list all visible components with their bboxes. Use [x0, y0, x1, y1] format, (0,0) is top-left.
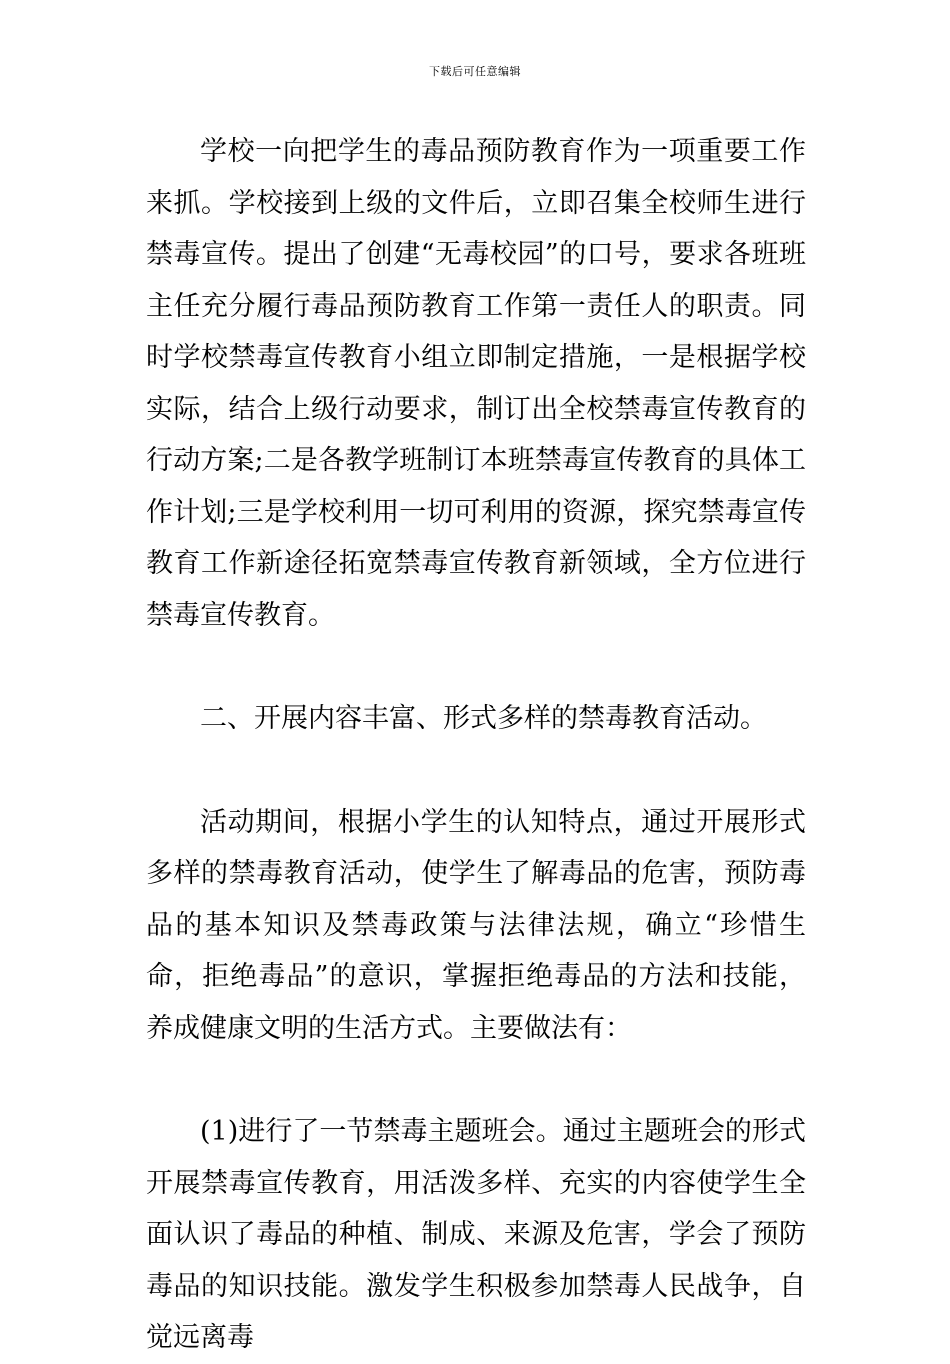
- section-heading-activities: 二、开展内容丰富、形式多样的禁毒教育活动。: [200, 703, 767, 734]
- page-header-note: 下载后可任意编辑: [429, 65, 521, 78]
- paragraph-school-prevention: 学校一向把学生的毒品预防教育作为一项重要工作来抓。学校接到上级的文件后，立即召集全校师生进行禁毒宣传。提出了创建“无毒校园”的口号，要求各班班主任充分履行毒品预防教育工作第一责任人的职责。同时学校禁毒宣传教育小组立即制定措施，一是根据学校实际，结合上级行动要求，制订出全校禁毒宣传教育的行动方案;二是各教学班制订本班禁毒宣传教育的具体工作计划;三是学校利用一切可利用的资源，探究禁毒宣传教育工作新途径拓宽禁毒宣传教育新领域，全方位进行禁毒宣传教育。: [146, 136, 806, 631]
- document-body: [146, 126, 806, 1364]
- paragraph-activity-period: 活动期间，根据小学生的认知特点，通过开展形式多样的禁毒教育活动，使学生了解毒品的危害，预防毒品的基本知识及禁毒政策与法律法规，确立“珍惜生命，拒绝毒品”的意识，掌握拒绝毒品的方法和技能，养成健康文明的生活方式。主要做法有：: [146, 806, 806, 1044]
- paragraph-theme-class-meeting: (1)进行了一节禁毒主题班会。通过主题班会的形式开展禁毒宣传教育，用活泼多样、充实的内容使学生全面认识了毒品的种植、制成、来源及危害，学会了预防毒品的知识技能。激发学生积极参加禁毒人民战争，自觉远离毒: [146, 1116, 806, 1353]
